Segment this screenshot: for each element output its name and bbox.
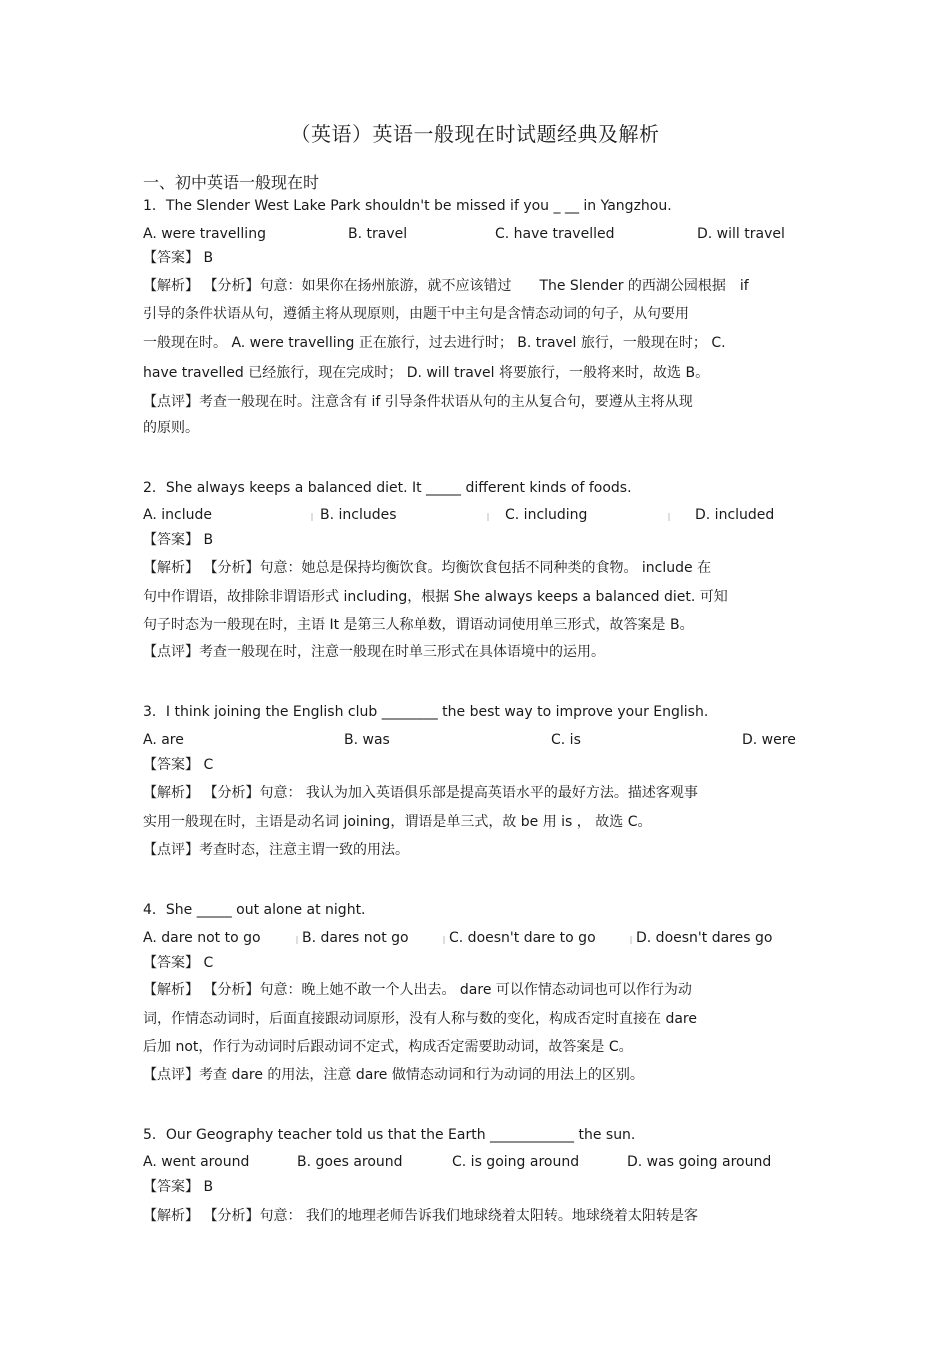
question-3-stem: 3．I think joining the English club ________ the best way to improve your English. <box>143 704 709 720</box>
question-3-answer: 【答案】 C <box>143 757 214 773</box>
question-5-analysis-line: 【解析】 【分析】句意： 我们的地理老师告诉我们地球绕着太阳转。地球绕着太阳转是客 <box>143 1208 698 1224</box>
question-2-analysis-line: 句子时态为一般现在时，主语 It 是第三人称单数，谓语动词使用单三形式，故答案是 B。 <box>143 617 694 633</box>
separator-mark: ‖ <box>667 512 671 521</box>
question-2-option-d: D. included <box>695 507 775 523</box>
question-4-stem: 4．She _____ out alone at night. <box>143 902 366 918</box>
question-2-comment: 【点评】考查一般现在时，注意一般现在时单三形式在具体语境中的运用。 <box>143 644 605 660</box>
question-2-analysis-line: 【解析】 【分析】句意：她总是保持均衡饮食。均衡饮食包括不同种类的食物。 include 在 <box>143 560 712 576</box>
separator-mark: ‖ <box>629 935 633 944</box>
question-5-option-c: C. is going around <box>452 1154 580 1170</box>
question-2-analysis-line: 句中作谓语，故排除非谓语形式 including，根据 She always keeps a balanced diet. 可知 <box>143 589 728 605</box>
question-3-option-b: B. was <box>344 732 390 748</box>
question-2-option-b: B. includes <box>320 507 397 523</box>
question-4-analysis-line: 词，作情态动词时，后面直接跟动词原形，没有人称与数的变化，构成否定时直接在 dare <box>143 1011 697 1027</box>
question-5-option-d: D. was going around <box>627 1154 772 1170</box>
question-1-option-d: D. will travel <box>697 226 785 242</box>
question-5-answer: 【答案】 B <box>143 1179 214 1195</box>
question-4-analysis-line: 【解析】 【分析】句意：晚上她不敢一个人出去。 dare 可以作情态动词也可以作行为动 <box>143 982 692 998</box>
question-4-option-a: A. dare not to go <box>143 930 261 946</box>
question-1-answer: 【答案】 B <box>143 250 214 266</box>
separator-mark: ‖ <box>442 935 446 944</box>
question-2-option-c: C. including <box>505 507 588 523</box>
question-4-option-d: D. doesn't dares go <box>636 930 773 946</box>
question-3-option-d: D. were <box>742 732 796 748</box>
separator-mark: ‖ <box>310 512 314 521</box>
question-3-comment: 【点评】考查时态，注意主谓一致的用法。 <box>143 842 409 858</box>
question-5-stem: 5．Our Geography teacher told us that the Earth ____________ the sun. <box>143 1127 636 1143</box>
question-1-stem: 1．The Slender West Lake Park shouldn't be missed if you _ __ in Yangzhou. <box>143 198 672 214</box>
question-3-option-c: C. is <box>551 732 581 748</box>
question-5-option-b: B. goes around <box>297 1154 403 1170</box>
question-1-analysis-line: have travelled 已经旅行，现在完成时； D. will travel 将要旅行，一般将来时，故选 B。 <box>143 365 710 381</box>
question-1-analysis-line: 【解析】 【分析】句意：如果你在扬州旅游，就不应该错过 The Slender 的西湖公园根据 if <box>143 278 749 294</box>
question-1-option-a: A. were travelling <box>143 226 266 242</box>
question-2-stem: 2．She always keeps a balanced diet. It _____ different kinds of foods. <box>143 480 632 496</box>
separator-mark: ‖ <box>486 512 490 521</box>
page-title: （英语）英语一般现在时试题经典及解析 <box>290 122 660 146</box>
question-3-analysis-line: 实用一般现在时，主语是动名词 joining，谓语是单三式，故 be 用 is ， 故选 C。 <box>143 814 652 830</box>
question-1-option-b: B. travel <box>348 226 408 242</box>
question-1-analysis-line: 一般现在时。 A. were travelling 正在旅行，过去进行时； B. travel 旅行，一般现在时； C. <box>143 335 726 351</box>
question-3-option-a: A. are <box>143 732 184 748</box>
question-2-answer: 【答案】 B <box>143 532 214 548</box>
separator-mark: ‖ <box>295 935 299 944</box>
question-1-comment: 【点评】考查一般现在时。注意含有 if 引导条件状语从句的主从复合句，要遵从主将从现 <box>143 394 693 410</box>
question-1-comment: 的原则。 <box>143 420 199 436</box>
section-heading: 一、初中英语一般现在时 <box>143 173 320 192</box>
question-4-comment: 【点评】考查 dare 的用法，注意 dare 做情态动词和行为动词的用法上的区别。 <box>143 1067 644 1083</box>
question-4-option-b: B. dares not go <box>302 930 409 946</box>
question-4-analysis-line: 后加 not，作行为动词时后跟动词不定式，构成否定需要助动词，故答案是 C。 <box>143 1039 633 1055</box>
question-4-option-c: C. doesn't dare to go <box>449 930 596 946</box>
question-2-option-a: A. include <box>143 507 212 523</box>
question-3-analysis-line: 【解析】 【分析】句意： 我认为加入英语俱乐部是提高英语水平的最好方法。描述客观事 <box>143 785 698 801</box>
question-1-option-c: C. have travelled <box>495 226 615 242</box>
question-4-answer: 【答案】 C <box>143 955 214 971</box>
question-1-analysis-line: 引导的条件状语从句，遵循主将从现原则，由题干中主句是含情态动词的句子，从句要用 <box>143 306 689 322</box>
question-5-option-a: A. went around <box>143 1154 250 1170</box>
